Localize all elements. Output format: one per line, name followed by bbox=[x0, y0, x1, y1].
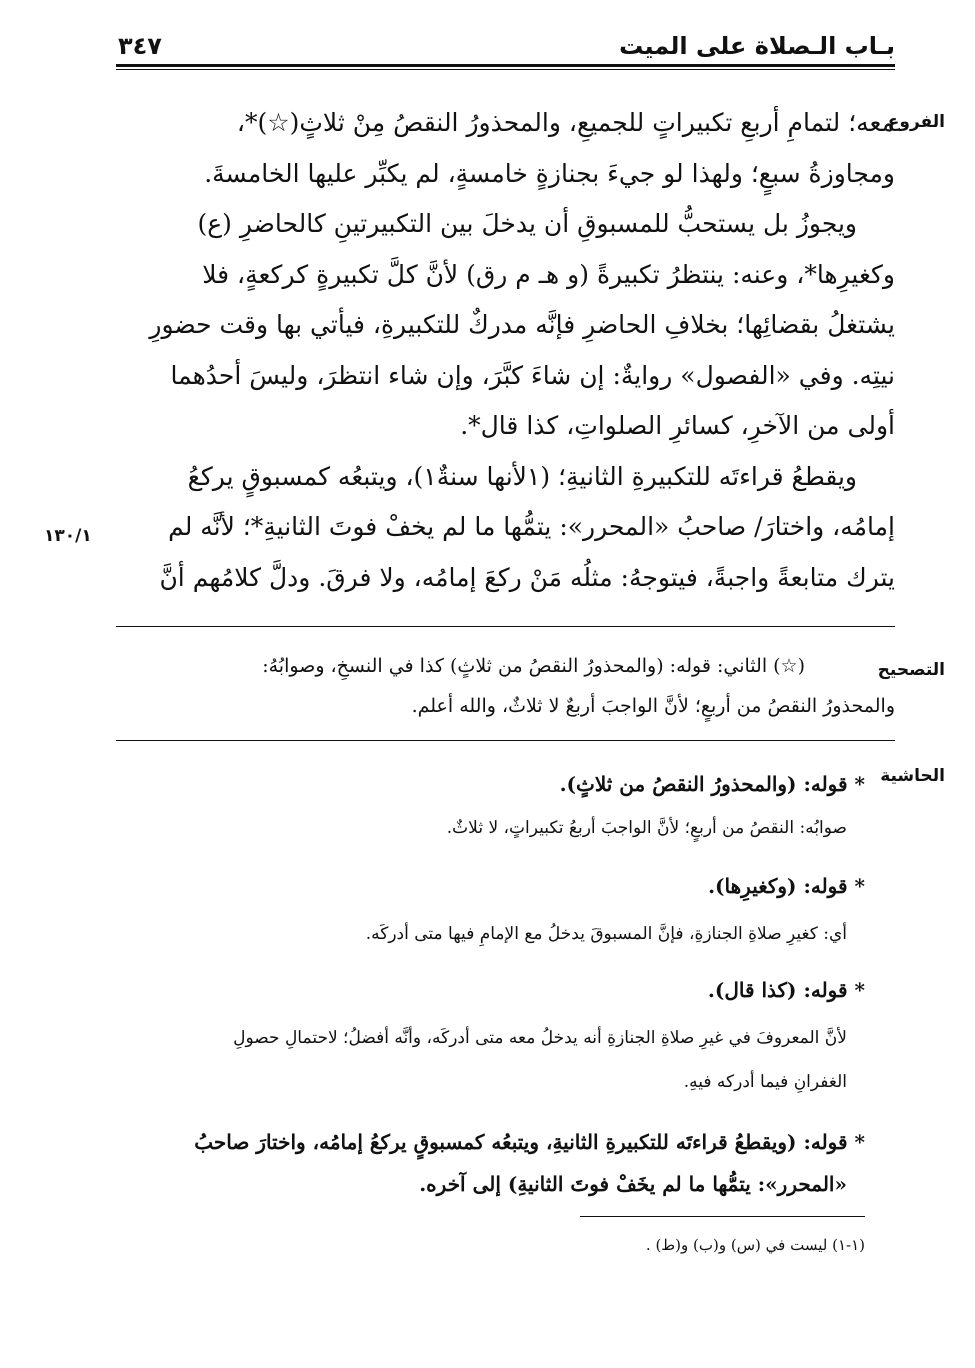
main-line: إمامُه، واختارَ/ صاحبُ «المحرر»: يتمُّها ما لم يخفْ فوتَ الثانيةِ*؛ لأنَّه لم bbox=[168, 512, 895, 541]
tashih-line: والمحذورُ النقصُ من أربعٍ؛ لأنَّ الواجبَ أربعٌ لا ثلاثٌ، والله أعلم. bbox=[411, 695, 895, 717]
main-line: وكغيرِها*، وعنه: ينتظرُ تكبيرةً (و هـ م رق) لأنَّ كلَّ تكبيرةٍ كركعةٍ، فلا bbox=[202, 259, 895, 289]
main-line: معه؛ لتمامِ أربعِ تكبيراتٍ للجميعِ، والمحذورُ النقصُ مِنْ ثلاثٍ(☆)*، bbox=[236, 108, 895, 137]
hashiya-item bbox=[116, 972, 865, 1100]
section-divider bbox=[116, 626, 895, 627]
hashiya-comment: لأنَّ المعروفَ في غيرِ صلاةِ الجنازةِ أنه يدخلُ معه متى أدركَه، وأنَّه أفضلُ؛ لاحتمالِ حصولِ bbox=[233, 1028, 847, 1048]
main-text-block bbox=[116, 98, 895, 603]
main-line: ويجوزُ بل يستحبُّ للمسبوقِ أن يدخلَ بين التكبيرتينِ كالحاضرِ (ع) bbox=[197, 209, 857, 238]
hashiya-quote: * قوله: (وكغيرِها). bbox=[708, 874, 865, 898]
section-divider bbox=[116, 740, 895, 741]
margin-label-furu: الفروع bbox=[887, 112, 945, 132]
header-rule-thick bbox=[116, 64, 895, 67]
page-number: ٣٤٧ bbox=[118, 32, 162, 60]
main-line: يترك متابعةً واجبةً، فيتوجهُ: مثلُه مَنْ ركعَ إمامُه، ولا فرقَ. ودلَّ كلامُهم أنَّ bbox=[159, 562, 895, 592]
hashiya-item bbox=[116, 868, 865, 952]
main-line: ومجاوزةُ سبعٍ؛ ولهذا لو جيءَ بجنازةٍ خامسةٍ، لم يكبِّر عليها الخامسةَ. bbox=[204, 158, 895, 188]
hashiya-quote: * قوله: (والمحذورُ النقصُ من ثلاثٍ). bbox=[559, 772, 865, 796]
main-line: أولى من الآخرِ، كسائرِ الصلواتِ، كذا قال*. bbox=[460, 411, 895, 440]
main-line: ويقطعُ قراءتَه للتكبيرةِ الثانيةِ؛ (١لأنها سنةٌ١)، ويتبعُه كمسبوقٍ يركعُ bbox=[187, 461, 857, 491]
hashiya-quote: * قوله: (ويقطعُ قراءتَه للتكبيرةِ الثانيةِ، ويتبعُه كمسبوقٍ يركعُ إمامُه، واختارَ صاحبُ bbox=[194, 1130, 865, 1154]
hashiya-item bbox=[116, 1124, 865, 1202]
margin-label-tashih: التصحيح bbox=[877, 660, 945, 680]
hashiya-comment: أي: كغيرِ صلاةِ الجنازةِ، فإنَّ المسبوقَ يدخلُ مع الإمامِ فيها متى أدركَه. bbox=[365, 924, 847, 944]
footnote-rule bbox=[580, 1216, 865, 1217]
tashih-line: (☆) الثاني: قوله: (والمحذورُ النقصُ من ثلاثٍ) كذا في النسخِ، وصوابُهُ: bbox=[262, 655, 805, 677]
margin-label-hashiya: الحاشية bbox=[880, 766, 945, 786]
margin-volume-reference: ١٣٠/١ bbox=[44, 526, 92, 546]
running-header-title: بـاب الـصلاة على الميت bbox=[619, 32, 895, 60]
hashiya-comment: صوابُه: النقصُ من أربعٍ؛ لأنَّ الواجبَ أربعُ تكبيراتٍ، لا ثلاثٌ. bbox=[446, 818, 847, 838]
hashiya-quote-cont: «المحرر»: يتمُّها ما لم يخَفْ فوتَ الثانيةِ) إلى آخره. bbox=[419, 1172, 847, 1196]
tashih-block bbox=[116, 646, 895, 726]
hashiya-comment: الغفرانِ فيما أدركه فيهِ. bbox=[683, 1072, 847, 1092]
main-line: يشتغلُ بقضائِها؛ بخلافِ الحاضرِ فإنَّه مدركٌ للتكبيرةِ، فيأتي بها وقت حضورِ bbox=[149, 310, 895, 339]
hashiya-item bbox=[116, 766, 865, 846]
hashiya-quote: * قوله: (كذا قال). bbox=[707, 978, 865, 1002]
header-rule-thin bbox=[116, 69, 895, 70]
main-line: نيتِه. وفي «الفصول» روايةٌ: إن شاءَ كبَّرَ، وإن شاء انتظرَ، وليسَ أحدُهما bbox=[170, 360, 895, 390]
footnote: (١-١) ليست في (س) و(ب) و(ط) . bbox=[645, 1236, 865, 1254]
